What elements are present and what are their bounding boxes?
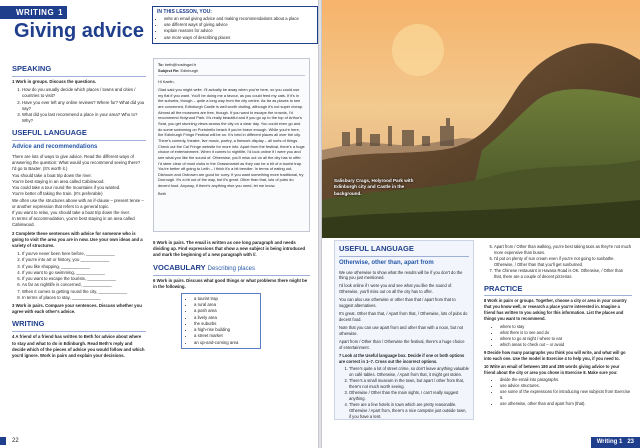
edinburgh-photo <box>322 0 640 238</box>
lesson-item: • use different ways of giving advice <box>164 22 313 28</box>
practice-heading: PRACTICE <box>484 284 632 297</box>
vocabulary-heading: VOCABULARY Describing places <box>153 263 310 276</box>
vocab-item: • a posh area <box>194 308 256 314</box>
footer-marker <box>0 437 6 445</box>
example: You're better off taking the train. (It's preferable) <box>12 191 103 197</box>
example: You should take a boat trip down the river. <box>12 172 92 178</box>
exercise-item: 1. There's quite a lot of street crime, so don't leave anything valuable on café tables. Otherwise, / Apart from that, it might get stolen. <box>349 366 469 378</box>
example: You're best staying in an area called Cabinwood. <box>12 178 105 184</box>
task-6: 6 Work in pairs. Discuss what good things or what problems there might be in the following. <box>153 277 308 289</box>
task-5: 5 Work in pairs. The email is written as one long paragraph and needs dividing up. Find expressions that show a new subject is being introduced and mark the beginning of a new paragraph with //. <box>153 240 306 258</box>
task-8: 8 Work in pairs or groups. Together, choose a city or area in your country that you know well, or research a place you're interested in. Imagine a friend has written to you asking for this information. List the places and things you want to recommend. <box>484 298 627 322</box>
useful-language-subheading-right: Otherwise, other than, apart from <box>339 259 434 266</box>
question: 2. Have you ever left any online reviews? Where for? What did you say? <box>22 100 146 112</box>
task-9: 9 Decide how many paragraphs you think you will write, and what will go into each one. Use the model in Exercise 4 to help you, if you need to. <box>484 349 626 361</box>
landscape-image <box>322 0 640 238</box>
vocab-item: • the suburbs <box>194 321 256 327</box>
vocab-item: • a high-rise building <box>194 327 256 333</box>
task8-item: • where to stay <box>500 324 632 330</box>
vocab-item: • an up-and-coming area <box>194 340 256 346</box>
email-to-label: To: <box>158 62 164 67</box>
language-example: Apart from / Other than / Otherwise the festival, there's a huge choice of entertainment. <box>339 338 465 350</box>
sentence-prompt: 7. When it comes to getting round the city, ____________ <box>22 289 146 295</box>
vocab-item: • a lively area <box>194 315 256 321</box>
page-number-left: 22 <box>12 438 19 444</box>
useful-language-intro: There are lots of ways to give advice. Read the different ways of answering the question: What would you recommend seeing there? <box>12 153 141 166</box>
task-1: 1 Work in groups. Discuss the questions. <box>12 78 97 84</box>
email-subject-label: Subject Re: <box>158 67 180 73</box>
lesson-heading: IN THIS LESSON, YOU: <box>157 9 212 15</box>
task10-item: • divide the email into paragraphs. <box>500 377 632 383</box>
lesson-item: • use more ways of describing places <box>164 35 313 41</box>
task8-item: • what there is to see and do <box>500 330 632 336</box>
left-column <box>12 60 146 361</box>
email-model <box>153 58 310 232</box>
lesson-objectives-box <box>152 6 318 44</box>
exercise-item: 7. The Chinese restaurant in Havana Road is OK. Otherwise, / Other than that, there are a couple of decent pizzerias. <box>494 268 632 280</box>
task-7: 7 Look at the Useful language box. Decide if one or both options are correct in 1–7. Cross out the incorrect options. <box>339 352 465 364</box>
email-subject: Edinburgh <box>180 67 199 73</box>
sentence-prompt: 1. If you've never been here before, ____________ <box>22 251 146 257</box>
useful-language-subheading: Advice and recommendations <box>12 144 98 151</box>
task10-item: • use otherwise, other than and apart from (that). <box>500 401 632 407</box>
lesson-item: • write an email giving advice and making recommendations about a place <box>164 16 313 22</box>
vocab-item: • a street market <box>194 333 256 339</box>
task-4: 4 A friend of a friend has written to Beth for advice about where to stay and what to do in Edinburgh. Read Beth's reply and decide which of the pieces of advice you would follow and which you'd ignore. Work in pairs and explain your decisions. <box>12 334 145 358</box>
middle-column <box>153 238 310 349</box>
sentence-prompt: 8. In terms of places to stay, ____________ <box>22 295 146 301</box>
vocab-item: • a rural area <box>194 302 256 308</box>
speaking-heading: SPEAKING <box>12 64 146 77</box>
example: We often use the structures above with an if-clause – present tense – or another expression that refers to a general topic. <box>12 197 144 209</box>
exercise-item: 2. There's a small museum in the town, but apart / other from that, there's not much worth seeing. <box>349 378 469 390</box>
language-note: You can also use otherwise or other than that / apart from that to suggest alternatives. <box>339 297 456 309</box>
useful-language-heading: USEFUL LANGUAGE <box>12 128 146 141</box>
photo-caption: Salisbury Crags, Holyrood Park with Edinburgh city and Castle in the background. <box>334 178 414 196</box>
vocab-item: • a tourist trap <box>194 296 256 302</box>
unit-label: WRITING 1 <box>0 6 67 19</box>
example: You could take a tour round the mountains if you wanted. <box>12 185 121 191</box>
left-page <box>0 0 318 448</box>
task8-item: • which areas to check out – or avoid <box>500 342 632 348</box>
email-to: beth@hostingwl.fr <box>164 62 197 67</box>
question: 3. What did you last recommend a place in your area? Who to? Why? <box>22 112 146 124</box>
sentence-prompt: 6. As far as nightlife is concerned, ____________ <box>22 282 146 288</box>
right-page <box>322 0 640 448</box>
page-number-right: 23 <box>627 439 634 445</box>
email-greeting: Hi Kaelin, <box>158 79 175 85</box>
right-column <box>484 244 632 407</box>
example: In terms of accommodation, you're best staying in an area called Cabinwood. <box>12 216 135 228</box>
exercise-item: 3. Otherwise / Other than the main sights, I can't really suggest anything. <box>349 390 469 402</box>
sentence-prompt: 2. If you're into art or history, you ____________ <box>22 257 146 263</box>
footer-unit-tab: Writing 1 23 <box>591 437 640 448</box>
sentence-prompt: 5. If you want to escape the tourists, ____________ <box>22 276 146 282</box>
task-2: 2 Complete these sentences with advice for someone who is going to visit the area you are in now. Use your own ideas and a variety of structures. <box>12 230 143 249</box>
sentence-prompt: 4. If you want to go swimming, ____________ <box>22 270 146 276</box>
exercise-item: 4. There are a few hotels in town which are pretty reasonable. Otherwise / Apart from, there's a nice campsite just outside town, if you have a tent. <box>349 402 469 420</box>
email-signoff: Beth <box>158 190 167 196</box>
language-note: We use otherwise to show what the results will be if you don't do the thing you just mentioned. <box>339 269 463 281</box>
useful-language-heading-right: USEFUL LANGUAGE <box>339 244 469 257</box>
task10-item: • use advice structures. <box>500 383 632 389</box>
question: 1. How do you usually decide which places / towns and cities / countries to visit? <box>22 87 146 99</box>
lesson-item: • explain reasons for advice <box>164 28 313 34</box>
useful-language-box <box>334 240 474 420</box>
task-3: 3 Work in pairs. Compare your sentences. Discuss whether you agree with each other's advice. <box>12 303 142 315</box>
writing-heading: WRITING <box>12 319 146 332</box>
language-example: I'd look online if I were you and see what you like the sound of. Otherwise, you'll miss out on all the city has to offer. <box>339 283 453 295</box>
example: If you want to relax, you should take a boat trip down the river. <box>12 209 130 215</box>
language-example: It's great. Other than that, / Apart from that, / Otherwise, lots of pubs do decent food. <box>339 311 468 323</box>
exercise-item: 6. I'd put on plenty of sun cream even if you're not going to sunbathe. Otherwise, / Other than that you'll get sunburned. <box>494 256 632 268</box>
example: I'd go to Baxter. (It's worth it.) <box>12 166 68 172</box>
vocabulary-list <box>181 293 261 349</box>
task8-item: • where to go at night / where to eat <box>500 336 632 342</box>
task10-item: • use some of the expressions for introducing new subjects from Exercise 5. <box>500 389 632 401</box>
sentence-prompt: 3. If you like shopping, ____________ <box>22 264 146 270</box>
language-note: Note that you can use apart from and other than with a noun, but not otherwise. <box>339 324 464 336</box>
email-body: Glad said you might write. I'll actually be away when you're here, so you could use my flat if you want. You'll be doing me a favour, as you could feed my cats. If it's in the suburbs, though – quite a long way from the city centre. As far as places to see are concerned, Edinburgh Castle is well worth visiting, although it's not super cheap. Almost all the museums are free, though. If you want to escape the crowds, I'd recommend Holyrood Park. It's really beautiful and if you go up to the top of Arthur's Seat, you get stunning views across the city on a clear day. You could even go and do some swimming on Portobello beach if you're brave enough. While you're here, the Edinburgh Fringe Festival will be on. It's held in different places all over the city. There's comedy, theatre, live music, poetry, a firework display – all sorts of things. Check out the Cal Fringe website for more info. Apart from the festival, there's a huge choice of entertainment. When it comes to nightlife, I'd look online if I were you and see what you like the sound of. Otherwise, you'll miss out on all the city has to offer. I'd steer clear of most clubs in the Grassmarket as they can be a bit of a tourist trap. You're better off going to Leith – I think it's a bit trendier. In terms of eating out, Dishoom and Ostrowm are good for curry. If you want something more traditional, try Dorrough. It's a bit out of the way, but it's great. Other than that, lots of pubs do decent food. Anyway, if there's anything else you need, let me know. <box>158 86 305 189</box>
task-10: 10 Write an email of between 180 and 250 words giving advice to your friend about the city or area you chose in Exercise 8. Make sure you: <box>484 363 620 375</box>
page-title: Giving advice <box>14 20 145 42</box>
exercise-item: 5. Apart from / Other than walking, you're best taking taxis as they're not much more expensive than buses. <box>494 244 632 256</box>
